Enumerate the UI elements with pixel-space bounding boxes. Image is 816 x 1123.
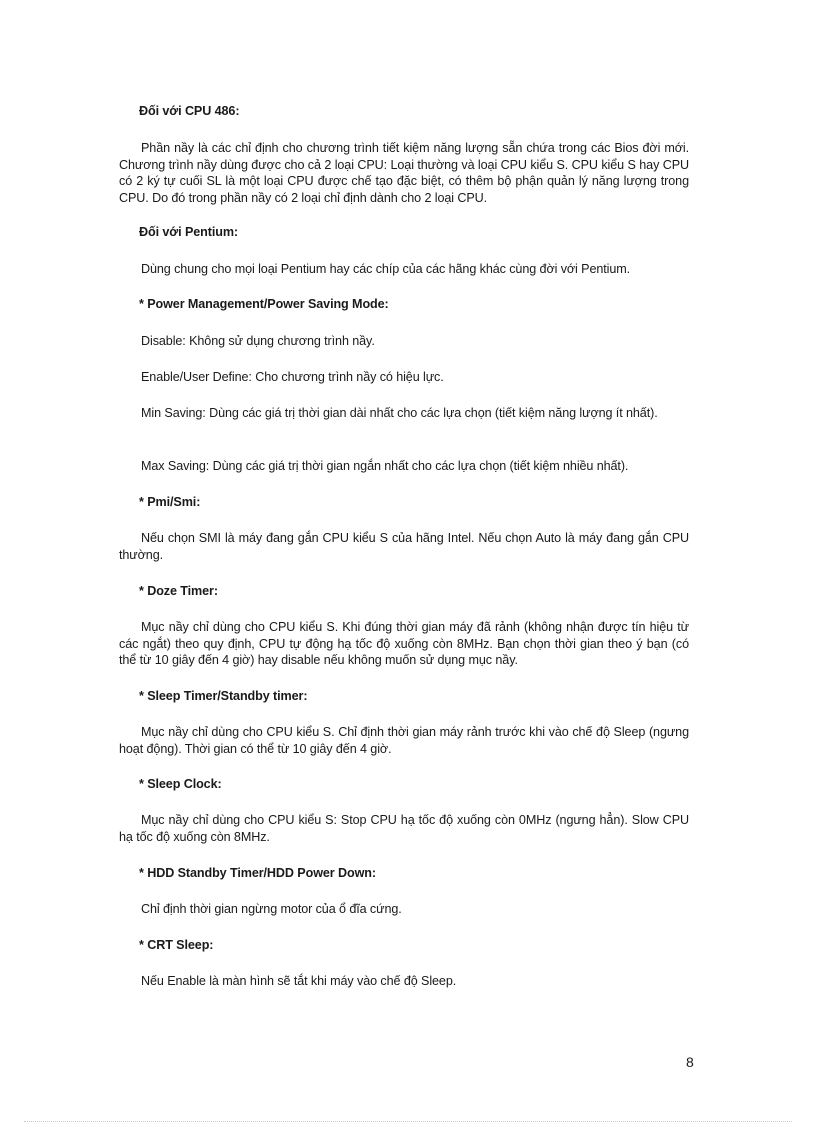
section-body-sleep-clock bbox=[119, 812, 689, 845]
paragraph-max-saving-text: Max Saving: Dùng các giá trị thời gian ngắn nhất cho các lựa chọn (tiết kiệm nhiều nhất). bbox=[141, 459, 629, 473]
paragraph-doze-timer: Mục nầy chỉ dùng cho CPU kiểu S. Khi đúng thời gian máy đã rảnh (không nhận được tín hiệu từ các ngắt) theo quy định, CPU tự động hạ tốc độ xuống còn 8MHz. Bạn chọn thời gian theo ý bạn (có thể từ 10 giây đến 4 giờ) hay disable nếu không muốn sử dụng mục nầy. bbox=[119, 620, 689, 667]
section-heading-doze-timer: * Doze Timer: bbox=[139, 584, 218, 598]
section-heading-power-management: * Power Management/Power Saving Mode: bbox=[139, 297, 389, 311]
paragraph-cpu-486-intro: Phần nầy là các chỉ định cho chương trình tiết kiệm năng lượng sẵn chứa trong các Bios đời mới. Chương trình nầy dùng được cho cả 2 loại CPU: Loại thường và loại CPU kiểu S. CPU kiểu S hay CPU có 2 ký tự cuối SL là một loại CPU được chế tạo đặc biệt, có thêm bộ phận quản lý năng lượng trong CPU. Do đó trong phần nầy có 2 loại chỉ định dành cho 2 loại CPU. bbox=[119, 141, 689, 205]
section-body-hdd-standby bbox=[119, 901, 689, 918]
section-heading-hdd-standby: * HDD Standby Timer/HDD Power Down: bbox=[139, 866, 376, 880]
paragraph-sleep-timer: Mục nầy chỉ dùng cho CPU kiểu S. Chỉ định thời gian máy rảnh trước khi vào chế độ Sleep (ngưng hoạt động). Thời gian có thể từ 10 giây đến 4 giờ. bbox=[119, 725, 689, 756]
paragraph-pentium: Dùng chung cho mọi loại Pentium hay các chíp của các hãng khác cùng đời với Pentium. bbox=[141, 262, 631, 276]
paragraph-disable bbox=[119, 333, 689, 350]
section-body-pentium bbox=[119, 261, 689, 278]
section-heading-sleep-timer: * Sleep Timer/Standby timer: bbox=[139, 689, 308, 703]
section-heading-sleep-clock: * Sleep Clock: bbox=[139, 777, 222, 791]
section-body-crt-sleep bbox=[119, 973, 689, 990]
paragraph-enable bbox=[119, 369, 689, 386]
section-body-cpu-486 bbox=[119, 140, 689, 206]
paragraph-crt-sleep: Nếu Enable là màn hình sẽ tắt khi máy vào chế độ Sleep. bbox=[141, 974, 457, 988]
paragraph-enable-text: Enable/User Define: Cho chương trình nầy có hiệu lực. bbox=[141, 370, 444, 384]
section-body-doze-timer bbox=[119, 619, 689, 669]
section-body-sleep-timer bbox=[119, 724, 689, 757]
paragraph-max-saving bbox=[119, 458, 689, 475]
paragraph-disable-text: Disable: Không sử dụng chương trình nầy. bbox=[141, 334, 375, 348]
section-heading-crt-sleep: * CRT Sleep: bbox=[139, 938, 214, 952]
section-heading-cpu-486: Đối với CPU 486: bbox=[139, 104, 240, 118]
page-bottom-divider bbox=[24, 1121, 792, 1122]
section-heading-pmi-smi: * Pmi/Smi: bbox=[139, 495, 201, 509]
section-body-pmi-smi bbox=[119, 530, 689, 563]
page-number: 8 bbox=[686, 1054, 694, 1070]
paragraph-pmi-smi: Nếu chọn SMI là máy đang gắn CPU kiểu S của hãng Intel. Nếu chọn Auto là máy đang gắn CPU thường. bbox=[119, 531, 689, 562]
paragraph-min-saving bbox=[119, 405, 689, 422]
paragraph-hdd-standby: Chỉ định thời gian ngừng motor của ổ đĩa cứng. bbox=[141, 902, 402, 916]
section-heading-pentium: Đối với Pentium: bbox=[139, 225, 239, 239]
paragraph-min-saving-text: Min Saving: Dùng các giá trị thời gian dài nhất cho các lựa chọn (tiết kiệm năng lượng ít nhất). bbox=[141, 406, 658, 420]
paragraph-sleep-clock: Mục nầy chỉ dùng cho CPU kiểu S: Stop CPU hạ tốc độ xuống còn 0MHz (ngưng hẳn). Slow CPU hạ tốc độ xuống còn 8MHz. bbox=[119, 813, 689, 844]
